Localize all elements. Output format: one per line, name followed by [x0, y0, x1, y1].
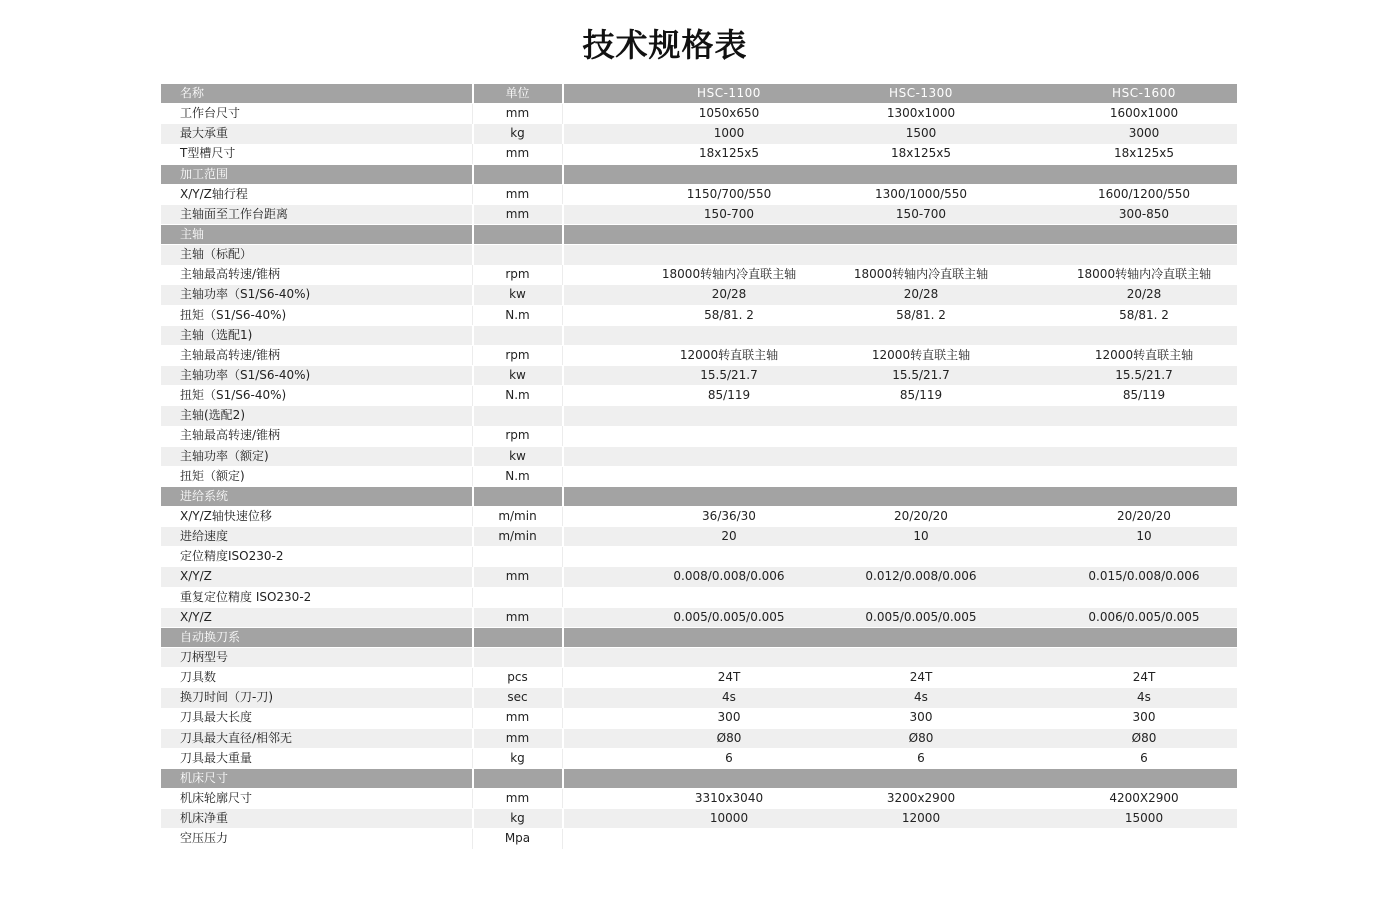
table-row [161, 547, 1237, 566]
spec-name: 最大承重 [180, 126, 229, 141]
spec-value-hsc-1100 [631, 648, 827, 667]
table-row [161, 326, 1237, 345]
column-divider [562, 809, 564, 828]
spec-name: 主轴(选配2) [180, 408, 245, 423]
spec-name: 刀柄型号 [180, 649, 229, 664]
spec-value-hsc-1300 [831, 648, 1011, 667]
spec-name: 扭矩（额定) [180, 468, 245, 483]
column-divider [562, 285, 564, 304]
spec-value-hsc-1100: 20/28 [711, 287, 747, 302]
spec-value-hsc-1300: 1300/1000/550 [874, 186, 968, 201]
spec-value-hsc-1300: 18x125x5 [890, 146, 951, 161]
spec-value-hsc-1300: 300 [909, 710, 933, 725]
column-divider [562, 144, 563, 163]
spec-value-hsc-1300: 1500 [905, 126, 937, 141]
spec-value-hsc-1100 [631, 467, 827, 486]
spec-name: 刀具最大直径/相邻无 [180, 730, 293, 745]
spec-value-hsc-1600: 3000 [1128, 126, 1160, 141]
table-row [161, 829, 1237, 848]
column-divider [562, 829, 563, 848]
spec-unit: mm [505, 609, 530, 624]
spec-name: 定位精度ISO230-2 [180, 549, 284, 564]
spec-value-hsc-1600: 1600/1200/550 [1097, 186, 1191, 201]
spec-unit: kw [509, 448, 526, 463]
spec-name: 机床净重 [180, 811, 229, 826]
spec-value-hsc-1300 [831, 467, 1011, 486]
column-divider [562, 769, 564, 788]
column-divider [562, 104, 563, 123]
spec-value-hsc-1100 [631, 588, 827, 607]
spec-value-hsc-1300: 150-700 [895, 206, 947, 221]
spec-name: 重复定位精度 ISO230-2 [180, 589, 312, 604]
spec-name: X/Y/Z [180, 609, 212, 624]
table-row [161, 306, 1237, 325]
spec-value-hsc-1100 [631, 628, 827, 647]
column-divider [562, 406, 564, 425]
spec-value-hsc-1600: Ø80 [1131, 730, 1157, 745]
spec-name: 主轴功率（S1/S6-40%) [180, 367, 311, 382]
spec-unit: N.m [505, 468, 530, 483]
table-row [161, 124, 1237, 143]
spec-name: 扭矩（S1/S6-40%) [180, 307, 287, 322]
spec-value-hsc-1600: 15000 [1124, 811, 1164, 826]
spec-value-hsc-1300 [831, 245, 1011, 264]
spec-name: 机床轮廓尺寸 [180, 790, 253, 805]
spec-unit: kg [510, 750, 525, 765]
spec-unit [473, 628, 562, 647]
spec-unit: mm [505, 106, 530, 121]
spec-value-hsc-1600: 18000转轴内冷直联主轴 [1076, 267, 1212, 282]
spec-value-hsc-1100: 0.008/0.008/0.006 [673, 569, 785, 584]
spec-value-hsc-1100: 58/81. 2 [704, 307, 754, 322]
table-row [161, 285, 1237, 304]
spec-name: 空压压力 [180, 831, 229, 846]
spec-unit: mm [505, 146, 530, 161]
spec-value-hsc-1600 [1051, 326, 1237, 345]
column-divider [562, 225, 564, 244]
spec-value-hsc-1300: Ø80 [908, 730, 934, 745]
section-row [161, 165, 1237, 184]
spec-value-hsc-1300 [831, 225, 1011, 244]
column-divider [562, 467, 563, 486]
spec-value-hsc-1600: 1600x1000 [1109, 106, 1179, 121]
spec-value-hsc-1100 [631, 245, 827, 264]
section-title: 主轴 [180, 226, 205, 241]
spec-name: T型槽尺寸 [180, 146, 236, 161]
column-divider [562, 386, 563, 405]
column-divider [562, 527, 564, 546]
spec-value-hsc-1300: 20/28 [903, 287, 939, 302]
spec-value-hsc-1600 [1051, 487, 1237, 506]
spec-unit: N.m [505, 388, 530, 403]
table-row [161, 809, 1237, 828]
spec-name: 主轴最高转速/锥柄 [180, 428, 281, 443]
section-title: 进给系统 [180, 488, 229, 503]
spec-unit [473, 165, 562, 184]
table-header-row [161, 84, 1237, 103]
spec-value-hsc-1600 [1051, 406, 1237, 425]
spec-name: 主轴最高转速/锥柄 [180, 347, 281, 362]
spec-value-hsc-1600 [1051, 447, 1237, 466]
spec-value-hsc-1600: 18x125x5 [1113, 146, 1174, 161]
spec-value-hsc-1300 [831, 426, 1011, 445]
spec-value-hsc-1300: 15.5/21.7 [892, 367, 950, 382]
spec-name: 刀具数 [180, 670, 217, 685]
column-divider [562, 789, 563, 808]
spec-value-hsc-1600: 10 [1136, 529, 1152, 544]
spec-name: 刀具最大重量 [180, 750, 253, 765]
spec-unit [473, 547, 562, 566]
spec-unit: kg [510, 126, 525, 141]
spec-unit [473, 245, 562, 264]
spec-value-hsc-1300 [831, 447, 1011, 466]
spec-name: X/Y/Z轴行程 [180, 186, 248, 201]
column-divider [562, 366, 564, 385]
spec-value-hsc-1100 [631, 447, 827, 466]
spec-value-hsc-1100: 0.005/0.005/0.005 [673, 609, 785, 624]
spec-value-hsc-1100 [631, 326, 827, 345]
table-row [161, 668, 1237, 687]
spec-value-hsc-1300 [831, 588, 1011, 607]
table-row [161, 447, 1237, 466]
spec-value-hsc-1300: 58/81. 2 [896, 307, 946, 322]
spec-value-hsc-1600: 20/28 [1126, 287, 1162, 302]
column-divider [562, 588, 563, 607]
spec-value-hsc-1300 [831, 769, 1011, 788]
spec-value-hsc-1300 [831, 628, 1011, 647]
column-divider [562, 547, 563, 566]
spec-unit: mm [505, 186, 530, 201]
spec-value-hsc-1100: 12000转直联主轴 [679, 347, 779, 362]
spec-value-hsc-1600 [1051, 628, 1237, 647]
table-row [161, 608, 1237, 627]
spec-value-hsc-1100 [631, 769, 827, 788]
spec-value-hsc-1100: 85/119 [707, 388, 751, 403]
spec-unit: sec [507, 690, 528, 705]
spec-value-hsc-1300 [831, 487, 1011, 506]
spec-value-hsc-1600: 58/81. 2 [1119, 307, 1169, 322]
spec-value-hsc-1100: 18x125x5 [698, 146, 759, 161]
spec-value-hsc-1100: 1050x650 [698, 106, 760, 121]
spec-value-hsc-1600: 20/20/20 [1117, 508, 1171, 523]
spec-unit [473, 326, 562, 345]
table-row [161, 406, 1237, 425]
spec-value-hsc-1300 [831, 406, 1011, 425]
spec-unit [473, 588, 562, 607]
spec-unit [473, 406, 562, 425]
spec-value-hsc-1100: 15.5/21.7 [700, 367, 758, 382]
column-divider [562, 708, 563, 727]
spec-unit: rpm [505, 267, 530, 282]
spec-value-hsc-1600: 12000转直联主轴 [1094, 347, 1194, 362]
table-row [161, 749, 1237, 768]
table-row [161, 265, 1237, 284]
column-divider [562, 447, 564, 466]
spec-value-hsc-1600: 4s [1137, 690, 1151, 705]
section-title: 自动换刀系 [180, 629, 241, 644]
table-row [161, 527, 1237, 546]
spec-unit [473, 225, 562, 244]
column-divider [562, 165, 564, 184]
spec-value-hsc-1600: 85/119 [1122, 388, 1166, 403]
column-divider [562, 668, 563, 687]
spec-value-hsc-1300 [831, 326, 1011, 345]
spec-name: 主轴（标配） [180, 247, 253, 262]
header-unit: 单位 [505, 86, 530, 100]
spec-name: 主轴功率（额定) [180, 448, 269, 463]
spec-value-hsc-1100: 10000 [709, 811, 749, 826]
spec-value-hsc-1100 [631, 225, 827, 244]
spec-unit: m/min [498, 529, 537, 544]
table-row [161, 708, 1237, 727]
spec-name: 进给速度 [180, 529, 229, 544]
spec-value-hsc-1600: 0.006/0.005/0.005 [1088, 609, 1200, 624]
table-row [161, 346, 1237, 365]
section-row [161, 487, 1237, 506]
spec-value-hsc-1100: 4s [722, 690, 736, 705]
spec-value-hsc-1300 [831, 165, 1011, 184]
table-row [161, 185, 1237, 204]
table-row [161, 426, 1237, 445]
spec-value-hsc-1600: 6 [1140, 750, 1148, 765]
spec-value-hsc-1100: 24T [717, 670, 741, 685]
spec-name: X/Y/Z轴快速位移 [180, 508, 272, 523]
spec-unit: mm [505, 790, 530, 805]
spec-name: 主轴最高转速/锥柄 [180, 267, 281, 282]
column-divider [562, 749, 563, 768]
spec-value-hsc-1100 [631, 487, 827, 506]
spec-value-hsc-1300: 1300x1000 [886, 106, 956, 121]
section-title: 加工范围 [180, 166, 229, 181]
spec-unit: mm [505, 569, 530, 584]
table-row [161, 386, 1237, 405]
table-row [161, 588, 1237, 607]
spec-value-hsc-1600 [1051, 426, 1237, 445]
column-divider [562, 567, 564, 586]
spec-name: 主轴（选配1) [180, 327, 253, 342]
table-row [161, 567, 1237, 586]
spec-value-hsc-1300: 10 [913, 529, 929, 544]
table-row [161, 245, 1237, 264]
column-divider [562, 245, 564, 264]
spec-unit: kg [510, 811, 525, 826]
spec-value-hsc-1100: Ø80 [716, 730, 742, 745]
spec-value-hsc-1600 [1051, 245, 1237, 264]
column-divider [562, 185, 563, 204]
table-row [161, 507, 1237, 526]
spec-value-hsc-1100: 300 [717, 710, 741, 725]
spec-unit [473, 769, 562, 788]
column-divider [562, 487, 564, 506]
spec-value-hsc-1300: 0.012/0.008/0.006 [865, 569, 977, 584]
spec-value-hsc-1600 [1051, 648, 1237, 667]
header-model-1: HSC-1100 [697, 86, 761, 100]
table-row [161, 688, 1237, 707]
page-title: 技术规格表 [582, 26, 748, 64]
spec-value-hsc-1600: 300 [1132, 710, 1156, 725]
spec-value-hsc-1100: 20 [721, 529, 737, 544]
spec-value-hsc-1300: 0.005/0.005/0.005 [865, 609, 977, 624]
spec-unit: m/min [498, 508, 537, 523]
spec-value-hsc-1600 [1051, 467, 1237, 486]
spec-value-hsc-1600 [1051, 225, 1237, 244]
column-divider [562, 326, 564, 345]
spec-value-hsc-1100: 36/36/30 [702, 508, 756, 523]
spec-value-hsc-1300 [831, 547, 1011, 566]
spec-unit: kw [509, 367, 526, 382]
spec-value-hsc-1100: 18000转轴内冷直联主轴 [661, 267, 797, 282]
spec-value-hsc-1100: 150-700 [703, 206, 755, 221]
spec-value-hsc-1300: 24T [909, 670, 933, 685]
table-row [161, 729, 1237, 748]
column-divider [562, 608, 564, 627]
spec-value-hsc-1300: 85/119 [899, 388, 943, 403]
header-model-3: HSC-1600 [1112, 86, 1176, 100]
spec-value-hsc-1600 [1051, 829, 1237, 848]
header-model-2: HSC-1300 [889, 86, 953, 100]
table-row [161, 789, 1237, 808]
column-divider [562, 346, 563, 365]
spec-unit: N.m [505, 307, 530, 322]
header-name: 名称 [180, 86, 205, 100]
table-row [161, 467, 1237, 486]
spec-value-hsc-1100 [631, 426, 827, 445]
spec-value-hsc-1100 [631, 406, 827, 425]
spec-value-hsc-1600: 300-850 [1118, 206, 1170, 221]
spec-value-hsc-1600: 24T [1132, 670, 1156, 685]
spec-value-hsc-1300: 12000 [901, 811, 941, 826]
spec-unit: mm [505, 710, 530, 725]
spec-value-hsc-1600: 15.5/21.7 [1115, 367, 1173, 382]
spec-unit: Mpa [504, 831, 531, 846]
spec-value-hsc-1600: 4200X2900 [1109, 790, 1179, 805]
column-divider [562, 124, 564, 143]
spec-value-hsc-1600 [1051, 769, 1237, 788]
column-divider [562, 628, 564, 647]
spec-unit: pcs [507, 670, 528, 685]
spec-value-hsc-1600: 0.015/0.008/0.006 [1088, 569, 1200, 584]
spec-value-hsc-1600 [1051, 588, 1237, 607]
spec-name: 换刀时间（刀-刀) [180, 690, 274, 705]
spec-value-hsc-1300: 6 [917, 750, 925, 765]
spec-value-hsc-1300: 4s [914, 690, 928, 705]
spec-value-hsc-1100: 1000 [713, 126, 745, 141]
spec-unit: rpm [505, 428, 530, 443]
spec-value-hsc-1600 [1051, 165, 1237, 184]
table-row [161, 366, 1237, 385]
spec-unit: mm [505, 206, 530, 221]
column-divider [562, 306, 563, 325]
table-row [161, 144, 1237, 163]
spec-unit [473, 648, 562, 667]
column-divider [562, 507, 563, 526]
table-row [161, 104, 1237, 123]
spec-value-hsc-1100: 1150/700/550 [686, 186, 772, 201]
spec-unit: kw [509, 287, 526, 302]
spec-table [161, 84, 1237, 849]
spec-value-hsc-1600 [1051, 547, 1237, 566]
table-row [161, 648, 1237, 667]
section-row [161, 769, 1237, 788]
spec-value-hsc-1100 [631, 547, 827, 566]
spec-name: 工作台尺寸 [180, 106, 241, 121]
section-title: 机床尺寸 [180, 770, 229, 785]
column-divider [562, 648, 564, 667]
column-divider [562, 426, 563, 445]
spec-value-hsc-1100 [631, 165, 827, 184]
column-divider [562, 265, 563, 284]
spec-name: 主轴面至工作台距离 [180, 206, 289, 221]
section-row [161, 225, 1237, 244]
spec-value-hsc-1100: 6 [725, 750, 733, 765]
spec-value-hsc-1300 [831, 829, 1011, 848]
spec-value-hsc-1100 [631, 829, 827, 848]
column-divider [562, 205, 564, 224]
spec-name: X/Y/Z [180, 569, 212, 584]
spec-value-hsc-1300: 12000转直联主轴 [871, 347, 971, 362]
spec-unit: mm [505, 730, 530, 745]
section-row [161, 628, 1237, 647]
spec-name: 扭矩（S1/S6-40%) [180, 388, 287, 403]
spec-unit [473, 487, 562, 506]
spec-unit: rpm [505, 347, 530, 362]
spec-value-hsc-1100: 3310x3040 [694, 790, 764, 805]
spec-value-hsc-1300: 18000转轴内冷直联主轴 [853, 267, 989, 282]
spec-name: 主轴功率（S1/S6-40%) [180, 287, 311, 302]
column-divider [562, 729, 564, 748]
table-row [161, 205, 1237, 224]
spec-value-hsc-1300: 3200x2900 [886, 790, 956, 805]
spec-value-hsc-1300: 20/20/20 [894, 508, 948, 523]
spec-name: 刀具最大长度 [180, 710, 253, 725]
column-divider [562, 688, 564, 707]
